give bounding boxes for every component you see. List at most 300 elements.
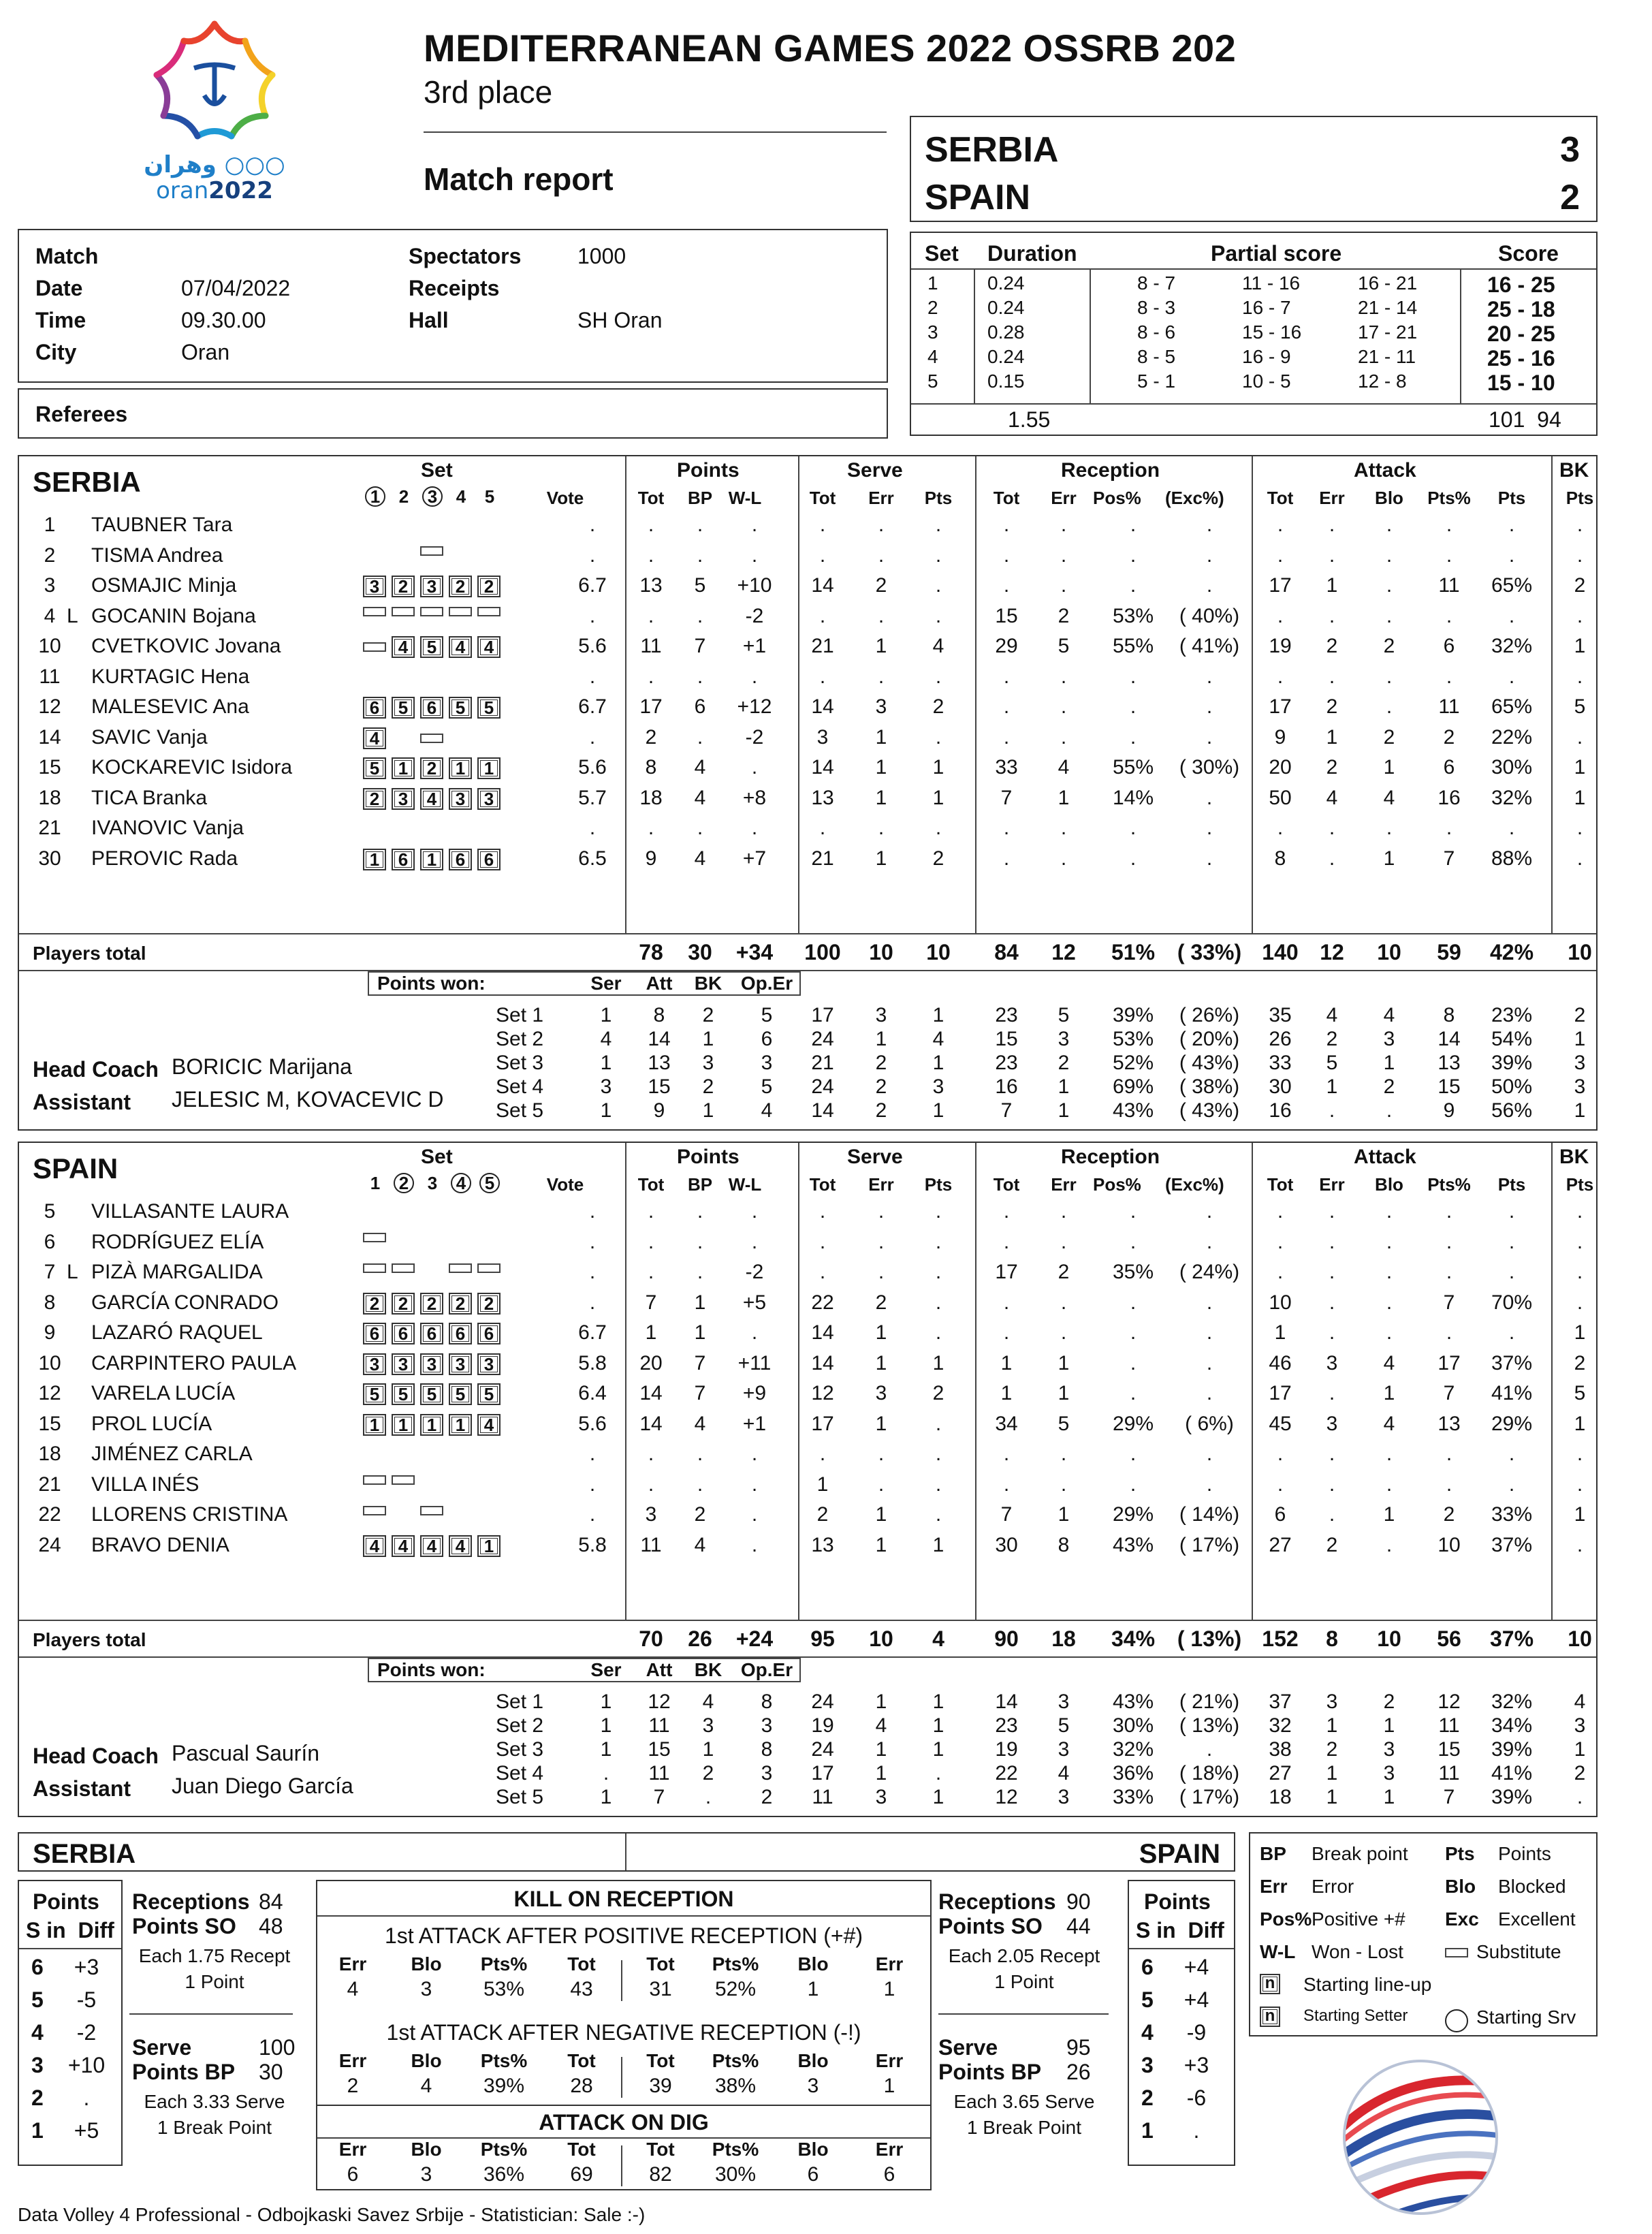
set-lineup: [363, 1505, 506, 1517]
starting-serve-icon: [1445, 2009, 1468, 2032]
stat-value: .: [648, 1443, 654, 1465]
set-stat-value: 1: [932, 1099, 944, 1122]
stat-value: .: [697, 1261, 703, 1283]
stat-value: 5.6: [578, 635, 607, 657]
rotation-diff: +3: [74, 1955, 99, 1979]
stat-value: 1: [932, 1351, 944, 1374]
starting-position: 1: [420, 1414, 443, 1436]
stat-value: 1: [875, 1533, 887, 1556]
report-title: Match report: [424, 161, 614, 197]
stat-value: .: [1576, 1443, 1583, 1465]
starting-position: 1: [477, 757, 501, 779]
points-won-value: 3: [702, 1052, 714, 1074]
player-row: [19, 544, 1596, 574]
sets-head-partial: Partial score: [1211, 241, 1342, 266]
stat-value: 2: [932, 847, 944, 870]
points-won-value: 8: [761, 1690, 773, 1713]
set-stat-value: 2: [1383, 1075, 1395, 1098]
stat-value: 13: [1437, 1412, 1461, 1435]
legend-box: n: [1260, 1974, 1280, 1994]
set-stat-value: 3: [1574, 1075, 1586, 1098]
stat-value: .: [819, 1230, 826, 1253]
set-stat-value: 39%: [1491, 1052, 1533, 1074]
total-value: 10: [926, 940, 951, 964]
stat-value: .: [935, 604, 942, 627]
stat-value: .: [1386, 1200, 1393, 1223]
starting-position: 6: [477, 849, 501, 870]
stat-value: 6.7: [578, 695, 607, 718]
stat-value: .: [1277, 1200, 1284, 1223]
points-won-value: 11: [648, 1762, 670, 1784]
starting-position: 6: [392, 849, 415, 870]
set-cell: 8 - 3: [1137, 297, 1176, 318]
set-stat-value: 52%: [1112, 1052, 1154, 1074]
starting-position: 1: [363, 1414, 386, 1436]
set-stat-value: 30: [1269, 1075, 1292, 1098]
stat-value: 45: [1269, 1412, 1292, 1435]
stat-value: 4: [694, 1412, 706, 1435]
sets-head-score: Score: [1498, 241, 1559, 266]
player-name: LAZARÓ RAQUEL: [91, 1321, 263, 1344]
set-stat-value: 24: [811, 1075, 834, 1098]
stat-value: 1: [1058, 1351, 1070, 1374]
set-stat-value: 56%: [1491, 1099, 1533, 1122]
starting-position: 5: [477, 1383, 501, 1405]
column-subheader: W-L: [728, 1174, 762, 1195]
column-subheader: BP: [687, 1174, 713, 1195]
stat-value: 17: [1269, 1382, 1292, 1404]
left-summary: [129, 1880, 300, 2166]
set-number: 2: [398, 486, 409, 507]
empty-set: [420, 1445, 443, 1455]
player-name: GARCÍA CONRADO: [91, 1291, 279, 1314]
total-value: 59: [1437, 940, 1461, 964]
stat-value: .: [878, 665, 885, 688]
stat-value: 5: [1058, 1412, 1070, 1435]
stat-value: 20: [1269, 756, 1292, 778]
stat-value: .: [1386, 544, 1393, 567]
points-won-value: 15: [648, 1738, 671, 1761]
kill-value: 39: [649, 2075, 672, 2097]
total-value: +34: [735, 940, 774, 964]
set-stat-value: 12: [1437, 1690, 1461, 1713]
starting-position: 2: [392, 576, 415, 597]
set-stat-value: ( 20%): [1179, 1028, 1240, 1050]
set-stat-value: 32%: [1491, 1690, 1533, 1713]
pos-title: 1st ATTACK AFTER POSITIVE RECEPTION (+#): [384, 1923, 863, 1948]
column-subheader: Err: [1051, 488, 1077, 508]
stat-value: 55%: [1112, 756, 1154, 778]
starting-position: 2: [363, 1293, 386, 1315]
stat-value: .: [589, 1230, 596, 1253]
stat-value: 2: [1326, 635, 1338, 657]
substitute-icon: [363, 1233, 386, 1242]
stat-value: 2: [932, 695, 944, 718]
starting-position: 3: [420, 576, 443, 597]
stat-value: .: [697, 665, 703, 688]
set-stat-value: 14: [811, 1099, 834, 1122]
stat-value: .: [1206, 695, 1213, 718]
sets-box: [910, 232, 1598, 436]
player-name: CVETKOVIC Jovana: [91, 635, 281, 657]
set-stat-value: 5: [1058, 1714, 1070, 1737]
total-value: 42%: [1489, 940, 1534, 964]
points-won-value: 1: [600, 1690, 612, 1713]
starting-position: 1: [420, 849, 443, 870]
set-stat-value: 2: [875, 1052, 887, 1074]
player-name: VARELA LUCÍA: [91, 1382, 236, 1404]
set-stat-value: 1: [932, 1714, 944, 1737]
stat-value: 6: [694, 695, 706, 718]
stat-value: 43%: [1112, 1533, 1154, 1556]
starting-position: 6: [449, 1323, 472, 1344]
set-stat-value: 3: [875, 1786, 887, 1808]
set-stat-value: 32%: [1112, 1738, 1154, 1761]
starting-position: 5: [392, 697, 415, 719]
stat-value: .: [1130, 574, 1137, 597]
stat-value: 37%: [1491, 1351, 1533, 1374]
legend-key: Pos%: [1260, 1908, 1312, 1930]
starting-position: 3: [449, 788, 472, 810]
stat-value: .: [1003, 1443, 1010, 1465]
set-stat-value: 23: [995, 1714, 1018, 1737]
points-won-value: 1: [702, 1099, 714, 1122]
starting-position: 5: [392, 1383, 415, 1405]
set-stat-value: 1: [1326, 1714, 1338, 1737]
stat-value: 5.7: [578, 786, 607, 809]
set-cell: 5 - 1: [1137, 371, 1176, 392]
set-cell: 0.15: [987, 371, 1025, 392]
stat-value: .: [589, 665, 596, 688]
starting-position: 4: [477, 1414, 501, 1436]
left-points-title: Points: [33, 1889, 99, 1914]
right-points-title: Points: [1144, 1889, 1211, 1914]
set-stat-value: 2: [1326, 1738, 1338, 1761]
stat-value: 2: [694, 1503, 706, 1526]
kill-value: 30%: [714, 2163, 757, 2186]
player-number: 6: [44, 1230, 56, 1253]
stat-value: -2: [745, 604, 764, 627]
set-cell: 10 - 5: [1242, 371, 1291, 392]
stat-value: +9: [742, 1382, 767, 1404]
set-number: 5: [479, 1173, 500, 1193]
kill-divider: [621, 2057, 622, 2098]
stat-value: .: [819, 1261, 826, 1283]
stat-value: .: [1386, 574, 1393, 597]
starting-position: 5: [449, 1383, 472, 1405]
stat-value: .: [1130, 1200, 1137, 1223]
stat-value: 1: [1574, 635, 1586, 657]
team1-name: SERBIA: [925, 130, 1059, 170]
set-stat-value: .: [1206, 1738, 1213, 1761]
column-subheader: Err: [1051, 1174, 1077, 1195]
stat-value: .: [935, 1200, 942, 1223]
bottom-team-bar: [18, 1832, 1235, 1872]
column-subheader: Pts: [924, 488, 953, 508]
stat-value: .: [1060, 574, 1067, 597]
set-stat-value: ( 38%): [1179, 1075, 1240, 1098]
stat-value: 30: [995, 1533, 1018, 1556]
kill-col-header: Blo: [797, 1953, 829, 1975]
player-name: PROL LUCÍA: [91, 1412, 212, 1435]
starting-position: 4: [363, 1535, 386, 1557]
stat-value: ( 6%): [1185, 1412, 1234, 1435]
player-name: VILLASANTE LAURA: [91, 1200, 289, 1223]
kill-col-header: Err: [875, 2050, 904, 2071]
set-stat-value: 1: [932, 1004, 944, 1026]
empty-set: [477, 1203, 501, 1212]
stat-value: 1: [1574, 756, 1586, 778]
head-coach-label: Head Coach: [33, 1057, 159, 1082]
set-cell: 0.24: [987, 346, 1025, 367]
player-number: 4: [44, 604, 56, 627]
right-points-table: [1128, 1880, 1235, 2166]
set-score: 25 - 16: [1487, 346, 1555, 371]
kill-value: 6: [347, 2163, 359, 2186]
stat-value: 2: [645, 725, 657, 749]
stat-value: +5: [742, 1291, 767, 1314]
starting-position: 2: [449, 1293, 472, 1315]
player-row: [19, 1413, 1596, 1443]
set-stat-value: 1: [1383, 1786, 1395, 1808]
stat-value: 6.7: [578, 1321, 607, 1344]
set-stat-value: 5: [1326, 1052, 1338, 1074]
starting-position: 4: [477, 636, 501, 658]
stat-value: .: [935, 1443, 942, 1465]
empty-set: [420, 819, 443, 829]
stat-value: .: [1386, 1261, 1393, 1283]
stat-value: .: [1508, 1261, 1515, 1283]
set-stat-value: 1: [1574, 1099, 1586, 1122]
stat-value: 2: [1383, 725, 1395, 749]
set-stat-value: 7: [1000, 1099, 1013, 1122]
stat-value: .: [697, 1473, 703, 1496]
empty-set: [363, 1203, 386, 1212]
stat-value: .: [819, 665, 826, 688]
rotation-number: 1: [31, 2118, 44, 2143]
set-stat-value: 4: [932, 1028, 944, 1050]
kill-value: 1: [883, 1978, 895, 2000]
stat-value: 7: [645, 1291, 657, 1314]
set-label: Set 2: [496, 1714, 544, 1737]
kill-value: 6: [883, 2163, 895, 2186]
set-label: Set 2: [496, 1028, 544, 1050]
stat-value: .: [648, 604, 654, 627]
player-row: [19, 1443, 1596, 1473]
stat-value: .: [878, 514, 885, 536]
player-number: 9: [44, 1321, 56, 1344]
referees-box: [18, 388, 888, 439]
head-coach-name: BORICIC Marijana: [172, 1054, 352, 1079]
stat-value: .: [935, 1503, 942, 1526]
points-won-value: 2: [702, 1762, 714, 1784]
stat-value: .: [878, 1200, 885, 1223]
stat-value: 16: [1437, 786, 1461, 809]
page-title: MEDITERRANEAN GAMES 2022 OSSRB 202: [424, 27, 1237, 69]
set-stat-value: 18: [1269, 1786, 1292, 1808]
stat-value: 6: [1274, 1503, 1286, 1526]
stat-value: .: [648, 1261, 654, 1283]
column-subheader: Pts%: [1427, 488, 1471, 508]
stat-value: .: [1206, 1473, 1213, 1496]
kill-value: 1: [883, 2075, 895, 2097]
left-sin-diff: S in Diff: [26, 1918, 114, 1942]
set-label: Set 4: [496, 1762, 544, 1784]
substitute-icon: [420, 734, 443, 743]
set-number: 2: [394, 1173, 414, 1193]
set-lineup: [363, 606, 506, 618]
total-value: 56: [1437, 1626, 1461, 1651]
stat-value: 1: [1058, 1503, 1070, 1526]
stat-value: .: [589, 514, 596, 536]
column-subheader: Blo: [1375, 488, 1403, 508]
left-each-srv: Each 3.33 Serve: [144, 2091, 285, 2112]
set-lineup: [363, 1293, 506, 1315]
column-subheader: Blo: [1375, 1174, 1403, 1195]
points-won-col: Op.Er: [740, 973, 793, 994]
total-divider: [19, 1656, 1596, 1658]
stat-value: .: [1508, 1473, 1515, 1496]
empty-set: [477, 819, 501, 829]
stat-value: 1: [1383, 847, 1395, 870]
stat-value: .: [1060, 1291, 1067, 1314]
stat-value: .: [1206, 1230, 1213, 1253]
player-name: JIMÉNEZ CARLA: [91, 1443, 253, 1465]
set-stat-value: 11: [1438, 1714, 1460, 1737]
player-row: [19, 787, 1596, 817]
svg-text:oran2022: oran2022: [156, 177, 273, 201]
kill-col-header: Pts%: [712, 2050, 759, 2071]
empty-set: [392, 734, 415, 743]
column-subheader: W-L: [728, 488, 762, 508]
legend-text: Won - Lost: [1312, 1941, 1403, 1962]
set-cell: 12 - 8: [1358, 371, 1407, 392]
empty-set: [392, 1445, 415, 1455]
stat-value: 10: [1269, 1291, 1292, 1314]
stat-value: .: [1206, 786, 1213, 809]
stat-value: .: [1329, 1473, 1335, 1496]
rotation-number: 5: [31, 1987, 44, 2012]
points-won-value: 1: [600, 1099, 612, 1122]
stat-value: .: [935, 1261, 942, 1283]
set-stat-value: ( 13%): [1179, 1714, 1240, 1737]
stat-value: 7: [1443, 847, 1455, 870]
stat-value: .: [1386, 1291, 1393, 1314]
empty-set: [392, 667, 415, 677]
stat-value: 29%: [1112, 1412, 1154, 1435]
set-stat-value: 4: [1326, 1004, 1338, 1026]
set-stat-value: 3: [1058, 1786, 1070, 1808]
left-each-rec2: 1 Point: [185, 1971, 244, 1992]
set-header: Set: [421, 1146, 453, 1168]
stat-value: 50: [1269, 786, 1292, 809]
stat-value: 1: [1383, 756, 1395, 778]
starting-position: 3: [363, 1353, 386, 1375]
set-stat-value: 3: [1326, 1690, 1338, 1713]
stat-value: .: [1003, 665, 1010, 688]
page-subtitle: 3rd place: [424, 74, 553, 110]
set-lineup: [363, 697, 506, 719]
set-lineup: [363, 1475, 506, 1487]
stat-value: 4: [694, 1533, 706, 1556]
kill-col-header: Pts%: [480, 2050, 528, 2071]
stat-value: .: [1508, 1321, 1515, 1344]
stat-value: .: [1576, 1230, 1583, 1253]
stat-value: ( 14%): [1179, 1503, 1240, 1526]
stat-value: .: [589, 1503, 596, 1526]
stat-value: .: [935, 1412, 942, 1435]
left-pbp-label: Points BP: [132, 2060, 236, 2084]
legend-text: Substitute: [1476, 1941, 1561, 1962]
set-stat-value: 1: [1383, 1714, 1395, 1737]
total-value: 18: [1051, 1626, 1076, 1651]
stat-value: .: [1329, 1291, 1335, 1314]
stat-value: 2: [1326, 1533, 1338, 1556]
stat-value: .: [1003, 1473, 1010, 1496]
stat-value: .: [648, 1230, 654, 1253]
empty-set: [363, 1445, 386, 1455]
set-cell: 8 - 7: [1137, 272, 1176, 294]
stat-value: .: [935, 1291, 942, 1314]
time-label: Time: [35, 308, 86, 332]
stat-value: 3: [875, 1382, 887, 1404]
points-won-value: 5: [761, 1004, 773, 1026]
right-pso-label: Points SO: [938, 1914, 1043, 1938]
stat-value: .: [819, 817, 826, 839]
stat-value: 1: [1383, 1503, 1395, 1526]
set-lineup: [363, 546, 506, 558]
empty-set: [477, 516, 501, 526]
starting-position: 3: [477, 1353, 501, 1375]
empty-set: [477, 734, 501, 743]
starting-position: 2: [392, 1293, 415, 1315]
stat-value: 34: [995, 1412, 1018, 1435]
stat-value: .: [1329, 665, 1335, 688]
stat-value: .: [1386, 1533, 1393, 1556]
stat-value: 1: [875, 1351, 887, 1374]
stat-value: 2: [1058, 604, 1070, 627]
stat-value: +1: [742, 1412, 767, 1435]
stat-value: .: [1130, 1291, 1137, 1314]
legend-text: Points: [1498, 1843, 1551, 1864]
total-value: 51%: [1111, 940, 1156, 964]
stat-value: -2: [745, 725, 764, 749]
set-stat-value: 3: [1058, 1028, 1070, 1050]
stat-value: 4: [1383, 1412, 1395, 1435]
kill-col-header: Tot: [567, 1953, 596, 1975]
stat-value: .: [697, 1230, 703, 1253]
stat-value: 10: [1437, 1533, 1461, 1556]
set-stat-value: 7: [1443, 1786, 1455, 1808]
player-row: [19, 635, 1596, 665]
kill-divider: [621, 1960, 622, 2001]
stat-value: 70%: [1491, 1291, 1533, 1314]
total-value: 100: [804, 940, 841, 964]
stat-value: 8: [1274, 847, 1286, 870]
team2-name: SPAIN: [925, 178, 1031, 217]
player-name: PEROVIC Rada: [91, 847, 238, 870]
set-cell: 8 - 5: [1137, 346, 1176, 367]
stat-value: .: [1003, 1291, 1010, 1314]
stat-value: ( 41%): [1179, 635, 1240, 657]
rotation-diff: .: [83, 2086, 90, 2110]
stat-value: 3: [875, 695, 887, 718]
substitute-icon: [477, 607, 501, 616]
stat-value: 27: [1269, 1533, 1292, 1556]
legend: [1249, 1832, 1598, 2036]
empty-set: [420, 1233, 443, 1242]
rotation-diff: -5: [76, 1987, 97, 2012]
